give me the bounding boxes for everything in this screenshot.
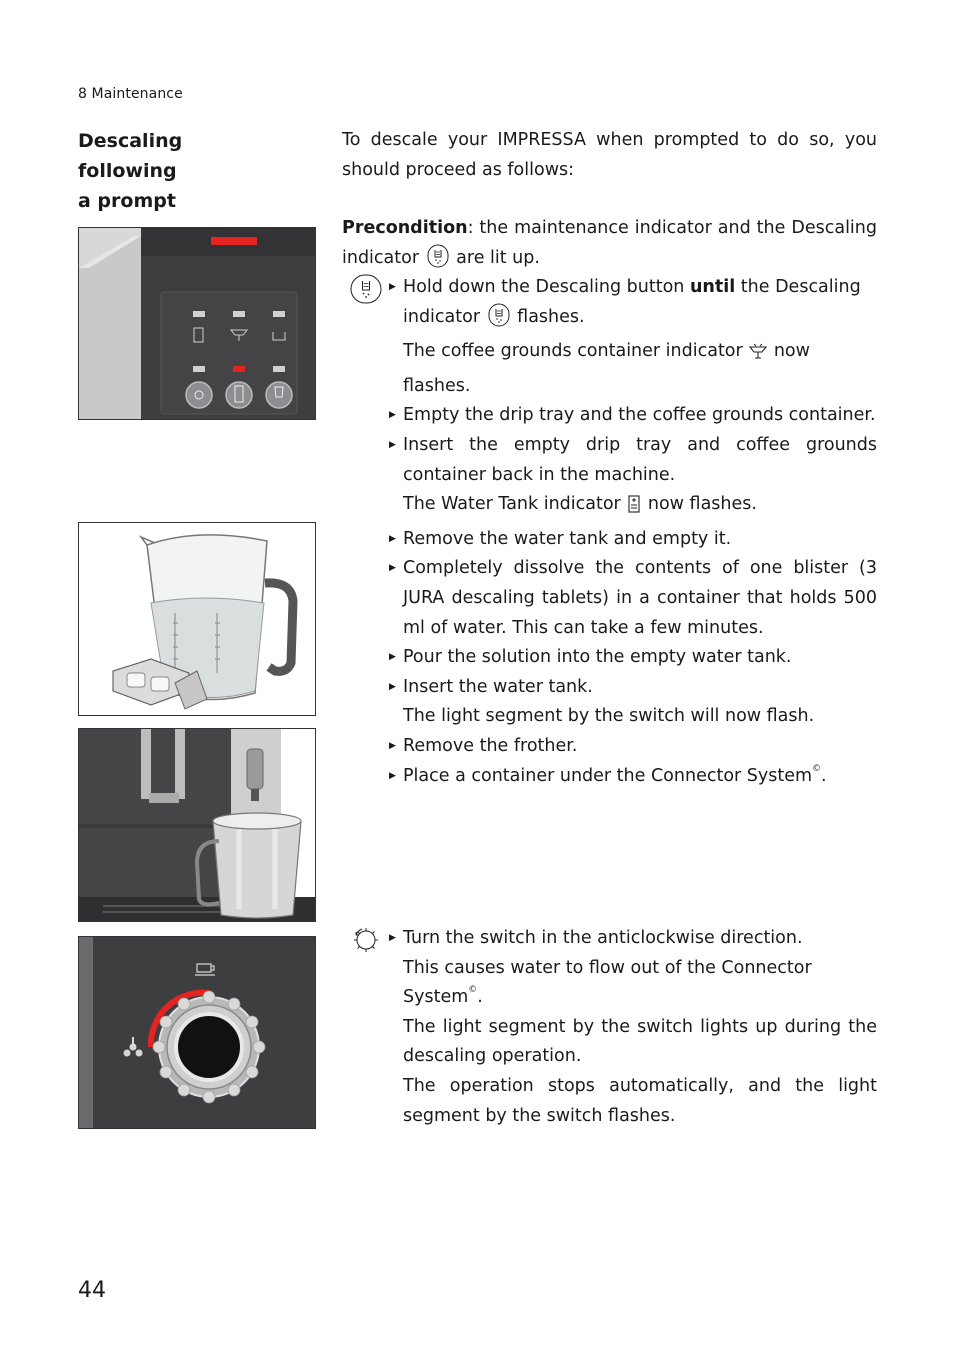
step-hold-text-c: flashes. bbox=[511, 306, 585, 327]
step-hold-until: until bbox=[689, 277, 736, 297]
step-hold-text-a: Hold down the Descaling button bbox=[403, 277, 690, 297]
note-operation-stops bbox=[342, 1072, 877, 1131]
copyright-mark-2: © bbox=[468, 985, 478, 996]
step-turn-text: Turn the switch in the anticlockwise direction. bbox=[403, 928, 803, 948]
step-dissolve-text: Completely dissolve the contents of one blister (3 JURA descaling tablets) in a container that holds 500 ml of water. This can take a few minutes. bbox=[403, 558, 877, 638]
steps-list bbox=[342, 273, 877, 791]
note-water-flow-period: . bbox=[477, 987, 483, 1008]
measuring-jug-illustration bbox=[78, 522, 316, 716]
precondition-text-a: : the maintenance indicator and the Descaling indicator bbox=[342, 218, 877, 268]
descaling-indicator-icon bbox=[486, 303, 512, 338]
step-empty-tray-text: Empty the drip tray and the coffee grounds container. bbox=[403, 405, 876, 426]
note-light-up bbox=[342, 1013, 877, 1072]
note-tank-text-a: The Water Tank indicator bbox=[403, 494, 627, 515]
note-grounds-text-a: The coffee grounds container indicator bbox=[403, 341, 749, 362]
side-title bbox=[78, 126, 278, 216]
steps-list-2 bbox=[342, 924, 877, 1131]
rotary-switch-illustration bbox=[78, 936, 316, 1129]
note-grounds-indicator bbox=[342, 337, 877, 401]
note-grounds-text-b: now flashes. bbox=[403, 341, 810, 396]
step-insert-tray-text: Insert the empty drip tray and coffee grounds container back in the machine. bbox=[403, 434, 877, 485]
control-panel-illustration bbox=[78, 227, 316, 420]
side-title-line-2: a prompt bbox=[78, 190, 176, 212]
step-hold-descale-button bbox=[342, 273, 877, 337]
step-dissolve bbox=[342, 554, 877, 643]
step-insert-tank-text: Insert the water tank. bbox=[403, 676, 593, 697]
step-remove-tank-text: Remove the water tank and empty it. bbox=[403, 528, 732, 549]
intro-paragraph: To descale your IMPRESSA when prompted to do so, you should proceed as follows: bbox=[342, 130, 877, 180]
note-light-flash-text: The light segment by the switch will now flash. bbox=[403, 706, 815, 727]
note-light-flash bbox=[342, 702, 877, 732]
page-number: 44 bbox=[78, 1278, 106, 1303]
step-pour bbox=[342, 643, 877, 673]
note-operation-stops-text: The operation stops automatically, and the light segment by the switch flashes. bbox=[403, 1075, 877, 1126]
step-place-container bbox=[342, 762, 877, 792]
coffee-grounds-indicator-icon bbox=[748, 341, 768, 372]
step-remove-frother-text: Remove the frother. bbox=[403, 735, 578, 756]
step-hold-text-b: the Descaling indicator bbox=[403, 277, 861, 327]
step-place-container-text: Place a container under the Connector System bbox=[403, 765, 813, 786]
note-water-flow-text: This causes water to flow out of the Connector System bbox=[403, 957, 812, 1008]
step-remove-frother bbox=[342, 732, 877, 762]
copyright-mark: © bbox=[812, 763, 822, 774]
step-insert-tray bbox=[342, 431, 877, 490]
step-empty-tray bbox=[342, 401, 877, 431]
side-title-line-1: Descaling following bbox=[78, 130, 183, 182]
note-light-up-text: The light segment by the switch lights up during the descaling operation. bbox=[403, 1016, 877, 1067]
precondition-paragraph bbox=[342, 214, 877, 278]
step-turn-switch bbox=[342, 924, 877, 954]
note-tank-text-b: now flashes. bbox=[642, 494, 757, 515]
step-place-container-period: . bbox=[821, 765, 827, 786]
section-header: 8 Maintenance bbox=[78, 86, 183, 102]
note-water-tank-indicator bbox=[342, 490, 877, 525]
step-remove-tank bbox=[342, 525, 877, 555]
precondition-label: Precondition bbox=[342, 218, 468, 238]
step-pour-text: Pour the solution into the empty water tank. bbox=[403, 647, 792, 668]
precondition-text-b: are lit up. bbox=[450, 247, 540, 268]
water-tank-indicator-icon bbox=[626, 494, 642, 525]
container-under-connector-illustration bbox=[78, 728, 316, 922]
step-insert-tank bbox=[342, 673, 877, 703]
descale-button-icon bbox=[350, 274, 382, 315]
note-water-flow bbox=[342, 954, 877, 1013]
